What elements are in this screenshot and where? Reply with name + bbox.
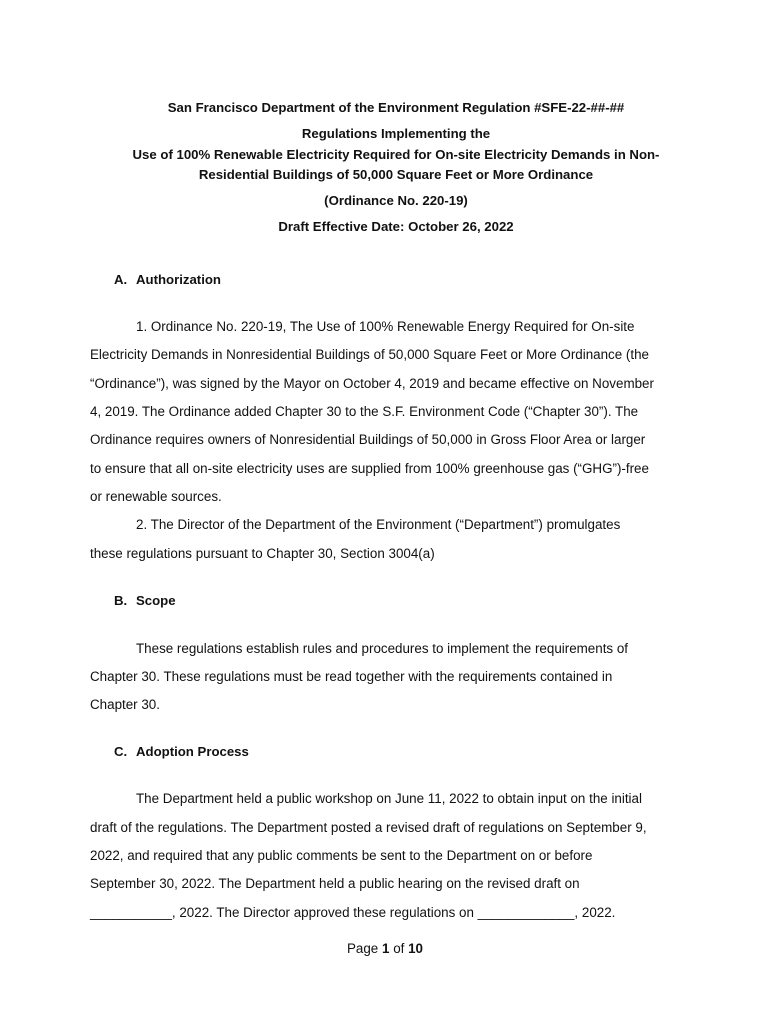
section-b-line: These regulations establish rules and procedures to implement the requirements of bbox=[136, 641, 629, 656]
section-b-letter: B. bbox=[114, 593, 128, 608]
section-a-heading bbox=[114, 272, 221, 287]
section-c-title: Adoption Process bbox=[136, 744, 249, 759]
total-pages-number: 10 bbox=[408, 941, 423, 956]
section-c-line: ___________, 2022. The Director approved these regulations on _____________, 2022. bbox=[90, 905, 616, 920]
section-a-line: Ordinance requires owners of Nonresidential Buildings of 50,000 in Gross Floor Area or larger bbox=[90, 432, 646, 447]
section-b-heading bbox=[114, 593, 176, 608]
section-a-title: Authorization bbox=[136, 272, 221, 287]
section-a-line: to ensure that all on-site electricity uses are supplied from 100% greenhouse gas (“GHG”)-free bbox=[90, 461, 649, 476]
section-a-line: Electricity Demands in Nonresidential Buildings of 50,000 Square Feet or More Ordinance (the bbox=[90, 347, 649, 362]
regulation-subtitle: Regulations Implementing the bbox=[301, 126, 491, 141]
section-c-line: September 30, 2022. The Department held a public hearing on the revised draft on bbox=[90, 876, 580, 891]
section-a-letter: A. bbox=[114, 272, 128, 287]
section-a-line: or renewable sources. bbox=[90, 489, 222, 504]
section-b-line: Chapter 30. bbox=[90, 697, 160, 712]
section-a-line: 4, 2019. The Ordinance added Chapter 30 to the S.F. Environment Code (“Chapter 30”). The bbox=[90, 404, 639, 419]
section-b-title: Scope bbox=[136, 593, 176, 608]
of-word: of bbox=[393, 941, 405, 956]
section-b-line: Chapter 30. These regulations must be read together with the requirements contained in bbox=[90, 669, 613, 684]
section-a-line: these regulations pursuant to Chapter 30, Section 3004(a) bbox=[90, 546, 435, 561]
regulation-title: San Francisco Department of the Environment Regulation #SFE-22-##-## bbox=[167, 100, 625, 115]
section-a-line: “Ordinance”), was signed by the Mayor on October 4, 2019 and became effective on November bbox=[90, 376, 654, 391]
section-c-heading bbox=[114, 744, 249, 759]
section-c-line: The Department held a public workshop on June 11, 2022 to obtain input on the initial bbox=[136, 791, 642, 806]
ordinance-number: (Ordinance No. 220-19) bbox=[324, 193, 468, 208]
page-footer bbox=[0, 941, 770, 956]
section-a-line: 1. Ordinance No. 220-19, The Use of 100% Renewable Energy Required for On-site bbox=[136, 319, 635, 334]
section-c-line: 2022, and required that any public comments be sent to the Department on or before bbox=[90, 848, 593, 863]
regulation-subject-line-2: Residential Buildings of 50,000 Square Feet or More Ordinance bbox=[198, 167, 594, 182]
regulation-subject-line-1: Use of 100% Renewable Electricity Required for On-site Electricity Demands in Non- bbox=[132, 147, 660, 162]
page-word: Page bbox=[346, 941, 379, 956]
effective-date: Draft Effective Date: October 26, 2022 bbox=[278, 219, 514, 234]
section-a-line: 2. The Director of the Department of the Environment (“Department”) promulgates bbox=[136, 517, 621, 532]
current-page-number: 1 bbox=[382, 941, 390, 956]
section-c-letter: C. bbox=[114, 744, 128, 759]
section-c-line: draft of the regulations. The Department posted a revised draft of regulations on September 9, bbox=[90, 820, 647, 835]
